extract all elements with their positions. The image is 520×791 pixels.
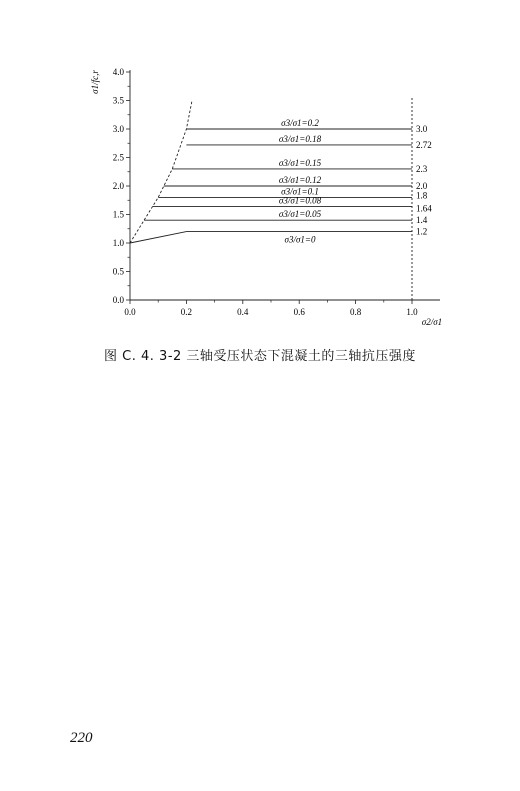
end-value-label: 2.0 (416, 181, 428, 191)
y-tick-label: 0.5 (112, 266, 124, 277)
y-tick-label: 1.0 (112, 238, 124, 248)
x-tick-label: 0.0 (124, 307, 136, 317)
series-label: σ3/σ1=0.12 (278, 175, 322, 185)
envelope-dashed-curve (130, 101, 192, 244)
end-value-label: 1.4 (416, 215, 428, 226)
y-tick-label: 2.0 (112, 181, 124, 191)
y-tick-label: 4.0 (112, 67, 124, 77)
x-tick-label: 1.0 (406, 307, 418, 317)
series-label: σ3/σ1=0 (284, 234, 316, 245)
end-value-label: 1.8 (416, 190, 428, 201)
series-line (130, 232, 412, 243)
x-tick-label: 0.6 (293, 307, 305, 317)
end-value-label: 3.0 (416, 124, 428, 134)
end-value-label: 2.3 (416, 163, 428, 174)
end-value-label: 1.2 (416, 226, 428, 237)
x-axis-title: σ2/σ1 (421, 317, 443, 327)
y-axis-title: σ1/fc,r (90, 70, 100, 94)
series-label: σ3/σ1=0.08 (278, 195, 322, 206)
x-tick-label: 0.4 (237, 307, 249, 317)
y-tick-label: 1.5 (112, 209, 124, 220)
y-tick-label: 2.5 (112, 152, 124, 163)
x-tick-label: 0.8 (349, 307, 362, 317)
series-label: σ3/σ1=0.18 (278, 133, 322, 144)
series-label: σ3/σ1=0.15 (278, 157, 322, 168)
chart-series-lines (130, 98, 412, 300)
page-number: 220 (70, 730, 93, 746)
y-tick-label: 3.5 (112, 95, 124, 106)
series-label: σ3/σ1=0.05 (278, 209, 322, 220)
y-tick-label: 3.0 (112, 124, 124, 134)
series-label: σ3/σ1=0.2 (281, 118, 319, 128)
series-label: σ3/σ1=0.1 (281, 186, 319, 197)
end-value-label: 2.72 (416, 139, 432, 150)
end-value-label: 1.64 (416, 203, 432, 214)
y-tick-label: 0.0 (112, 295, 124, 305)
figure-caption: 图 C. 4. 3-2 三轴受压状态下混凝土的三轴抗压强度 (104, 349, 416, 364)
x-tick-label: 0.2 (180, 307, 193, 317)
